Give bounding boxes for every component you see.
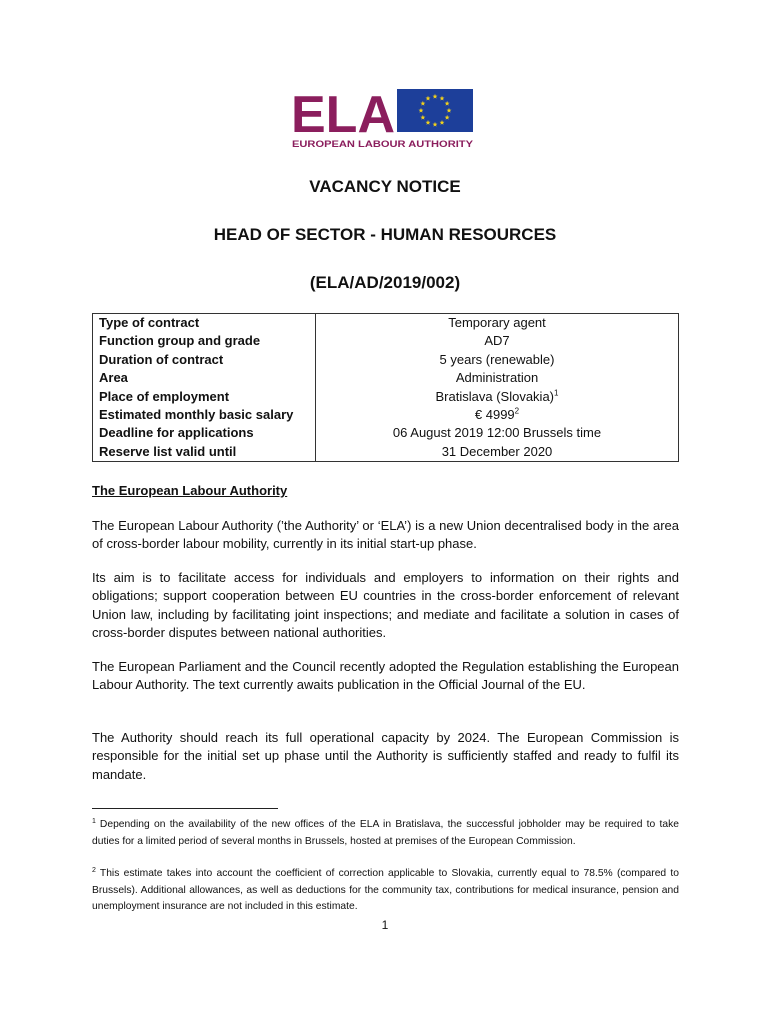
details-row: [93, 332, 679, 350]
details-value-text: 5 years (renewable): [439, 351, 555, 367]
details-value: [316, 388, 679, 406]
details-value: [316, 314, 679, 333]
details-row: [93, 424, 679, 442]
footnote-text: This estimate takes into account the coefficient of correction applicable to Slovakia, currently equal to 78.5% (compared to Brussels). Additional allowances, as well as deductions for the community tax, contributions for medical insurance, pension and unemployment insurance are not included in this estimate.: [92, 868, 679, 913]
footnote-separator: [92, 808, 278, 809]
details-value: [316, 369, 679, 387]
footnote-reference: 1: [554, 388, 559, 398]
vacancy-details-table: [92, 313, 679, 462]
details-value: [316, 424, 679, 442]
paragraph: The European Parliament and the Council recently adopted the Regulation establishing the European Labour Authority. The text currently awaits publication in the Official Journal of the EU.: [92, 659, 679, 693]
details-label: Deadline for applications: [93, 424, 316, 442]
details-label: Estimated monthly basic salary: [93, 406, 316, 424]
details-value-text: Temporary agent: [448, 315, 546, 330]
details-row: [93, 314, 679, 333]
logo-mark: ELA: [291, 88, 395, 144]
details-value: [316, 443, 679, 462]
footnote-text: Depending on the availability of the new offices of the ELA in Bratislava, the successful jobholder may be required to take duties for a limited period of several months in Brussels, hosted at premises of the European Commission.: [92, 819, 679, 847]
footnote-2: [92, 866, 679, 916]
details-row: [93, 351, 679, 369]
details-row: [93, 369, 679, 387]
footnote-reference: 2: [514, 406, 520, 416]
paragraph: Its aim is to facilitate access for individuals and employers to information on their rights and obligations; support cooperation between EU countries in the cross-border enforcement of relevant Union law, including by facilitating joint inspections; and mediate and facilitate a solution in cases of cross-border disputes between national authorities.: [92, 570, 679, 640]
position-title: HEAD OF SECTOR - HUMAN RESOURCES: [213, 225, 557, 244]
footnote-mark: 1: [92, 817, 96, 825]
footnote-1: [92, 817, 679, 850]
ela-logo-graphic: [291, 88, 475, 150]
logo-subtitle: EUROPEAN LABOUR AUTHORITY: [292, 139, 474, 150]
details-label: Reserve list valid until: [93, 443, 316, 462]
details-value-text: Bratislava (Slovakia): [435, 388, 555, 404]
details-label: Area: [93, 369, 316, 387]
details-value: [316, 351, 679, 369]
paragraph: The European Labour Authority (’the Authority’ or ‘ELA’) is a new Union decentralised body in the area of cross-border labour mobility, currently in its initial start-up phase.: [92, 518, 679, 552]
paragraph: The Authority should reach its full operational capacity by 2024. The European Commission is responsible for the initial set up phase until the Authority is sufficiently staffed and ready to fulfil its mandate.: [92, 730, 679, 782]
footnote-mark: 2: [92, 866, 96, 874]
details-row: [93, 443, 679, 462]
details-value: [316, 332, 679, 350]
details-value-text: AD7: [484, 333, 510, 349]
details-value-text: € 4999: [474, 407, 515, 423]
details-label: Duration of contract: [93, 351, 316, 369]
details-row: [93, 388, 679, 406]
page-number: 1: [381, 918, 389, 932]
ela-logo: [291, 88, 475, 150]
notice-title: VACANCY NOTICE: [309, 177, 461, 196]
details-label: Type of contract: [93, 314, 316, 333]
details-value-text: 06 August 2019 12:00 Brussels time: [392, 425, 602, 441]
reference-number: (ELA/AD/2019/002): [309, 273, 461, 292]
details-label: Place of employment: [93, 388, 316, 406]
details-value: [316, 406, 679, 424]
details-value-text: Administration: [455, 370, 539, 386]
details-row: [93, 406, 679, 424]
details-label: Function group and grade: [93, 332, 316, 350]
section-heading: The European Labour Authority: [92, 483, 288, 498]
details-value-text: 31 December 2020: [441, 443, 553, 459]
